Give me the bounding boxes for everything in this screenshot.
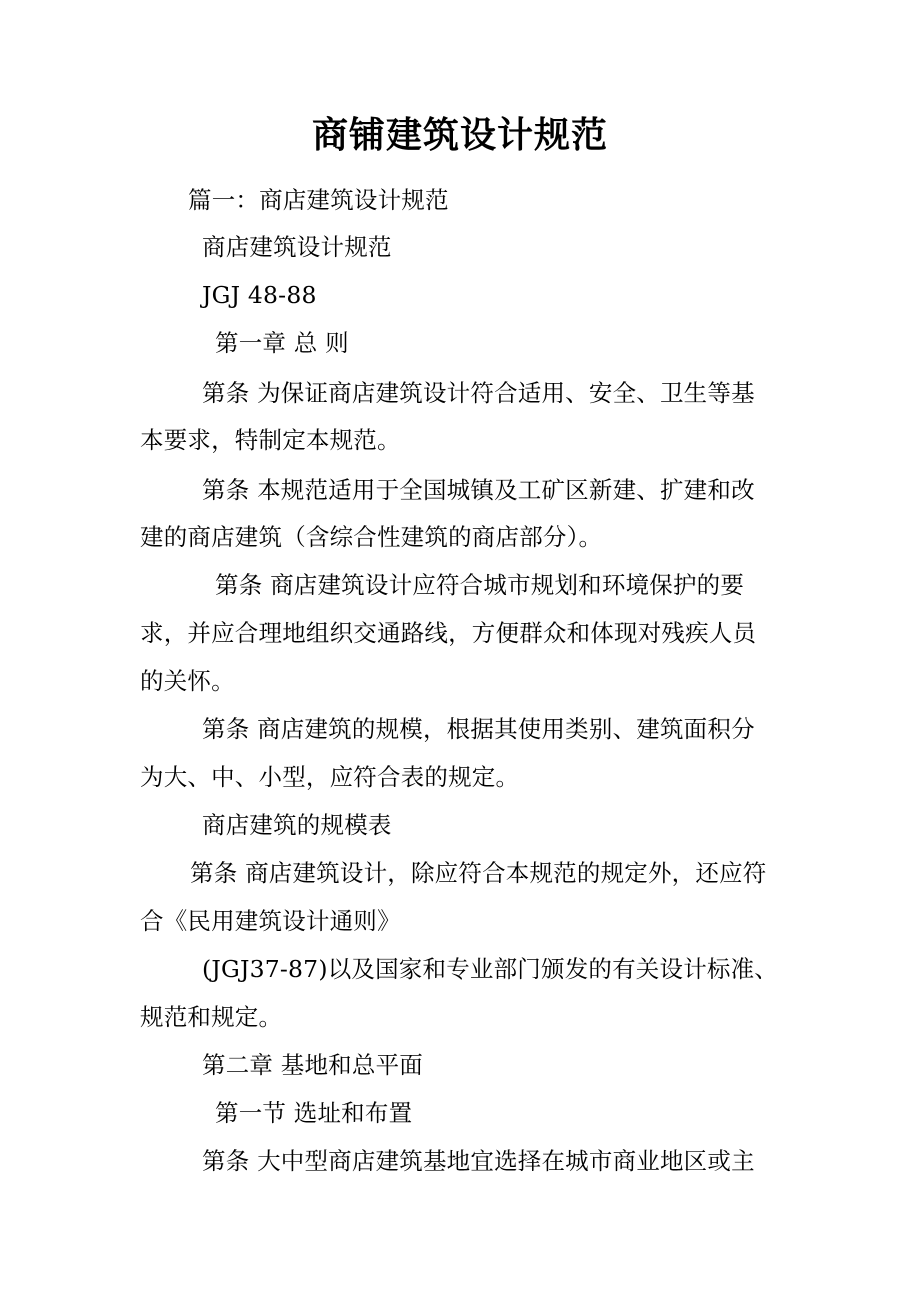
paragraph-line: 的关怀。 xyxy=(140,667,235,695)
paragraph-line: 求，并应合理地组织交通路线，方便群众和体现对残疾人员 xyxy=(140,619,757,647)
standard-code: JGJ 48-88 xyxy=(202,281,317,309)
subtitle: 商店建筑设计规范 xyxy=(202,233,392,261)
paragraph-line: 第条 为保证商店建筑设计符合适用、安全、卫生等基 xyxy=(202,379,755,407)
chapter-heading: 第二章 基地和总平面 xyxy=(202,1051,423,1079)
paragraph-line: 第条 大中型商店建筑基地宜选择在城市商业地区或主 xyxy=(202,1147,755,1175)
paragraph-line: 为大、中、小型，应符合表的规定。 xyxy=(140,763,520,791)
table-caption: 商店建筑的规模表 xyxy=(202,811,392,839)
paragraph-line: 本要求，特制定本规范。 xyxy=(140,426,401,454)
paragraph-line: 第条 本规范适用于全国城镇及工矿区新建、扩建和改 xyxy=(202,476,755,504)
paragraph-line: 规范和规定。 xyxy=(140,1003,283,1031)
paragraph-line: (JGJ37-87)以及国家和专业部门颁发的有关设计标准、 xyxy=(202,955,778,983)
chapter-heading: 第一章 总 则 xyxy=(215,329,349,357)
paragraph-line: 第条 商店建筑的规模，根据其使用类别、建筑面积分 xyxy=(202,715,755,743)
paragraph-line: 建的商店建筑（含综合性建筑的商店部分）。 xyxy=(140,523,603,551)
section-heading: 篇一：商店建筑设计规范 xyxy=(188,186,449,214)
section-heading: 第一节 选址和布置 xyxy=(215,1099,413,1127)
document-title: 商铺建筑设计规范 xyxy=(311,114,608,156)
paragraph-line: 第条 商店建筑设计，除应符合本规范的规定外，还应符 xyxy=(190,859,767,887)
paragraph-line: 合《民用建筑设计通则》 xyxy=(140,907,401,935)
paragraph-line: 第条 商店建筑设计应符合城市规划和环境保护的要 xyxy=(215,571,745,599)
